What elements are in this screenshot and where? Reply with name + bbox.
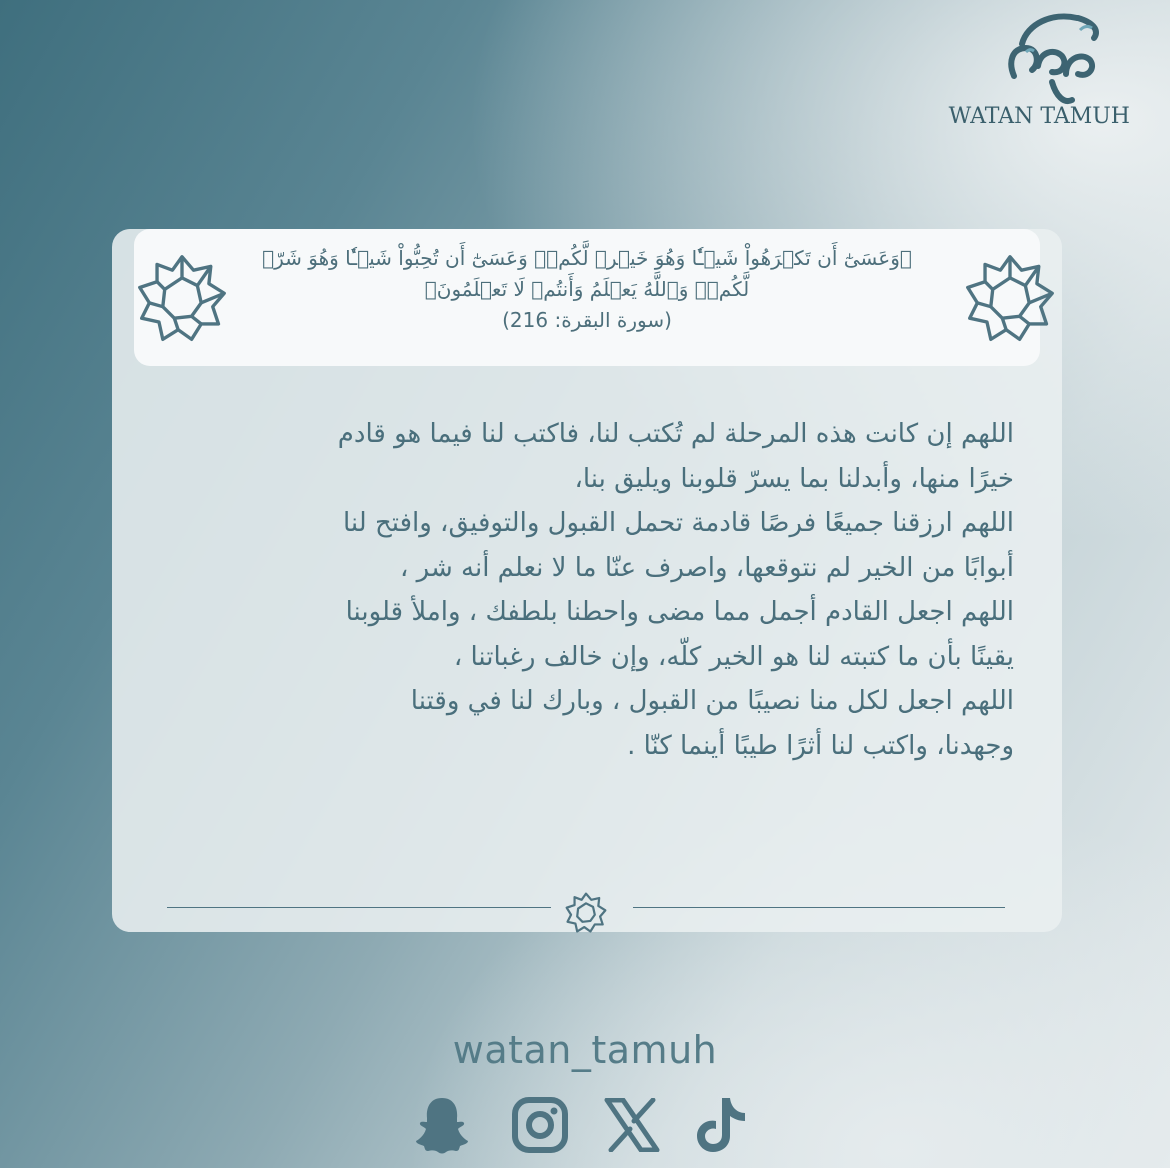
x-icon[interactable] [600,1090,664,1160]
quran-verse [244,243,930,336]
prayer-line: اللهم إن كانت هذه المرحلة لم تُكتب لنا، فاكتب لنا فيما هو قادم [337,419,1014,449]
quote-box [134,229,1040,366]
ornamental-divider [167,894,1005,920]
social-handle[interactable]: watan_tamuh [452,1028,718,1072]
prayer-text [152,412,1014,768]
quran-verse-text: ﴿وَعَسَىٰٓ أَن تَكۡرَهُواْ شَيۡـٔٗا وَهُوَ خَيۡرٞ لَّكُمۡۖ وَعَسَىٰٓ أَن تُحِبُّواْ شَيۡـٔٗا وَهُوَ شَرّٞ لَّكُمۡۚ وَٱللَّهُ يَعۡلَمُ وَأَنتُمۡ لَا تَعۡلَمُونَ﴾ [262,246,912,301]
prayer-line: خيرًا منها، وأبدلنا بما يسرّ قلوبنا ويليق بنا، [574,463,1014,494]
prayer-line: اللهم اجعل القادم أجمل مما مضى واحطنا بلطفك ، واملأ قلوبنا [345,597,1014,627]
left-rosette-ornament-icon [134,251,230,347]
watan-tamuh-logo-icon [982,4,1132,114]
brand-name: WATAN TAMUH [948,104,1130,129]
snapchat-icon[interactable] [410,1090,474,1160]
divider-line [633,907,1005,908]
prayer-line: يقينًا بأن ما كتبته لنا هو الخير كلّه، وإن خالف رغباتنا ، [453,641,1014,672]
prayer-line: وجهدنا، واكتب لنا أثرًا طيبًا أينما كنّا . [627,730,1014,761]
tiktok-icon[interactable] [688,1090,752,1160]
divider-line [167,907,551,908]
quran-verse-source: (سورة البقرة: 216) [502,308,672,332]
instagram-icon[interactable] [508,1090,572,1160]
right-rosette-ornament-icon [962,251,1058,347]
social-icons [410,1090,770,1160]
content-card [112,229,1062,932]
prayer-line: اللهم ارزقنا جميعًا فرصًا قادمة تحمل القبول والتوفيق، وافتح لنا [343,508,1014,538]
prayer-line: أبوابًا من الخير لم نتوقعها، واصرف عنّا ما لا نعلم أنه شر ، [399,552,1014,583]
divider-rosette-icon [564,891,608,935]
prayer-line: اللهم اجعل لكل منا نصيبًا من القبول ، وبارك لنا في وقتنا [410,686,1014,716]
